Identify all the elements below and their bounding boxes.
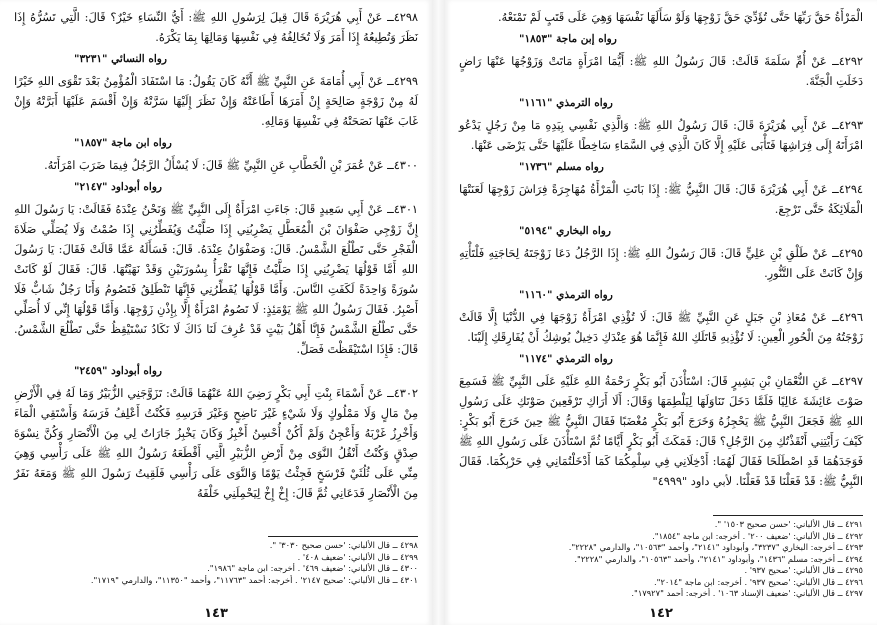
hadith-paragraph: ٤٢٩٩ــ عَنْ أَبِي أُمَامَةَ عَنِ النَّبِيِّ ﷺ أَنَّهُ كَانَ يَقُولُ: مَا اسْتَفَادَ الْمُؤْمِنُ بَعْدَ تَقْوَى اللهِ خَيْرًا لَهُ مِنْ زَوْجَةٍ صَالِحَةٍ إِنْ أَمَرَهَا أَطَاعَتْهُ وَإِنْ نَظَرَ إِلَيْهَا سَرَّتْهُ وَإِنْ أَقْسَمَ عَلَيْهَا أَبَرَّتْهُ وَإِنْ غَابَ عَنْهَا نَصَحَتْهُ فِي نَفْسِهَا وَمَالِهِ. bbox=[14, 75, 418, 128]
footnote: ٤٢٩٢ ــ قال الألباني: 'ضعيف ٢٠٠' . أخرجه: ابن ماجة "١٨٥٤". bbox=[652, 530, 863, 541]
hadith-source: رواه الترمذي "١١٧٤" bbox=[519, 353, 613, 365]
page-body bbox=[459, 8, 863, 493]
hadith-paragraph: ٤٢٩٥ــ عَنْ طَلْقِ بْنِ عَلِيٍّ قَالَ: قَالَ رَسُولُ اللهِ ﷺ: إِذَا الرَّجُلُ دَعَا زَوْجَتَهُ لِحَاجَتِهِ فَلْتَأْتِهِ وَإِنْ كَانَتْ عَلَى التَّنُّورِ. bbox=[459, 247, 863, 280]
page-body bbox=[14, 8, 418, 505]
footnote-rule bbox=[268, 536, 418, 537]
footnote-rule bbox=[713, 515, 863, 516]
footnote: ٤٢٩٣ ــ أخرجه: البخاري "٣٢٣٧"، وأبوداود "٢١٤١"، وأحمد "١٠٥٦٣"، والدارمي "٢٢٢٨". bbox=[568, 542, 863, 552]
hadith-source: رواه ابن ماجة "١٨٥٧" bbox=[74, 137, 172, 149]
hadith-paragraph: ٤٣٠١ــ عَنْ أَبِي سَعِيدٍ قَالَ: جَاءَتِ امْرَأَةٌ إِلَى النَّبِيِّ ﷺ وَنَحْنُ عِنْدَهُ فَقَالَتْ: يَا رَسُولَ اللهِ إِنَّ زَوْجِي صَفْوَانَ بْنَ الْمُعَطَّلِ يَضْرِبُنِي إِذَا صَلَّيْتُ وَيُفَطِّرُنِي إِذَا صُمْتُ وَلَا يُصَلِّي صَلَاةَ الْفَجْرِ حَتَّى تَطْلُعَ الشَّمْسُ. قَالَ: وَصَفْوَانُ عِنْدَهُ. قَالَ: فَسَأَلَهُ عَمَّا قَالَتْ فَقَالَ: يَا رَسُولَ اللهِ أَمَّا قَوْلُهَا يَضْرِبُنِي إِذَا صَلَّيْتُ فَإِنَّهَا تَقْرَأُ بِسُورَتَيْنِ وَقَدْ نَهَيْتُهَا. قَالَ: فَقَالَ لَوْ كَانَتْ سُورَةً وَاحِدَةً لَكَفَتِ النَّاسَ. وَأَمَّا قَوْلُهَا يُفَطِّرُنِي فَإِنَّهَا تَنْطَلِقُ فَتَصُومُ وَأَنَا رَجُلٌ شَابٌّ فَلَا أَصْبِرُ. فَقَالَ رَسُولُ اللهِ ﷺ يَوْمَئِذٍ: لَا تَصُومُ امْرَأَةٌ إِلَّا بِإِذْنِ زَوْجِهَا. وَأَمَّا قَوْلُهَا إِنِّي لَا أُصَلِّي حَتَّى تَطْلُعَ الشَّمْسُ فَإِنَّا أَهْلُ بَيْتٍ قَدْ عُرِفَ لَنَا ذَاكَ لَا نَكَادُ نَسْتَيْقِظُ حَتَّى تَطْلُعَ الشَّمْسُ. قَالَ: فَإِذَا اسْتَيْقَظْتَ فَصَلِّ. bbox=[14, 203, 418, 356]
hadith-source: رواه إبن ماجة "١٨٥٣" bbox=[519, 33, 617, 45]
footnote: ٤٢٩٩ ــ قال الألباني: 'ضعيف ٤٠٨' . bbox=[297, 551, 418, 562]
hadith-paragraph: ٤٣٠٠ــ عَنْ عُمَرَ بْنِ الْخَطَّابِ عَنِ النَّبِيِّ ﷺ قَالَ: لَا يُسْأَلُ الرَّجُلُ فِيمَا ضَرَبَ امْرَأَتَهُ. bbox=[44, 159, 418, 172]
hadith-source: رواه أبوداود "٢١٤٧" bbox=[74, 181, 162, 193]
page-number: ١٤٣ bbox=[204, 606, 228, 621]
footnote: ٤٢٩٤ ــ أخرجه: مسلم "١٤٣٦"، وأبوداود "٢١٤١"، وأحمد "١٠٥٦٣"، والدارمي "٢٢٢٨". bbox=[574, 553, 863, 564]
hadith-paragraph: الْمَرْأَةُ حَقَّ رَبِّهَا حَتَّى تُؤَدِّيَ حَقَّ زَوْجِهَا وَلَوْ سَأَلَهَا نَفْسَهَا وَهِيَ عَلَى قَتَبٍ لَمْ تَمْنَعْهُ. bbox=[497, 11, 863, 24]
hadith-source: رواه أبوداود "٢٤٥٩" bbox=[74, 365, 162, 377]
hadith-source: رواه النسائي "٣٢٣١" bbox=[74, 53, 167, 65]
footnotes bbox=[459, 515, 863, 600]
footnote: ٤٢٩٨ ــ قال الألباني: 'حسن صحيح ٣٠٣٠' ". bbox=[269, 540, 418, 550]
footnote: ٤٢٩٦ ــ قال الألباني: 'صحيح ٩٣٧' . أخرجه: ابن ماجة "٢٠١٤". bbox=[653, 576, 863, 587]
page-right bbox=[445, 0, 877, 625]
hadith-paragraph: ٤٢٩٤ــ عَنْ أَبِي هُرَيْرَةَ قَالَ: قَالَ النَّبِيُّ ﷺ: إِذَا بَاتَتِ الْمَرْأَةُ مُهَاجِرَةً فِرَاشَ زَوْجِهَا لَعَنَتْهَا الْمَلَائِكَةُ حَتَّى تَرْجِعَ. bbox=[459, 183, 863, 216]
hadith-paragraph: ٤٣٠٢ــ عَنْ أَسْمَاءَ بِنْتِ أَبِي بَكْرٍ رَضِيَ اللهُ عَنْهُمَا قَالَتْ: تَزَوَّجَنِي الزُّبَيْرُ وَمَا لَهُ فِي الْأَرْضِ مِنْ مَالٍ وَلَا مَمْلُوكٍ وَلَا شَيْءٍ غَيْرَ نَاضِحٍ وَغَيْرَ فَرَسِهِ فَكُنْتُ أَعْلِفُ فَرَسَهُ وَأَسْتَقِي الْمَاءَ وَأَخْرِزُ غَرْبَهُ وَأَعْجِنُ وَلَمْ أَكُنْ أُحْسِنُ أَخْبِزُ وَكَانَ يَخْبِزُ جَارَاتٌ لِي مِنَ الْأَنْصَارِ وَكُنَّ نِسْوَةَ صِدْقٍ وَكُنْتُ أَنْقُلُ النَّوَى مِنْ أَرْضِ الزُّبَيْرِ الَّتِي أَقْطَعَهُ رَسُولُ اللهِ ﷺ عَلَى رَأْسِي وَهِيَ مِنِّي عَلَى ثُلُثَيْ فَرْسَخٍ فَجِئْتُ يَوْمًا وَالنَّوَى عَلَى رَأْسِي فَلَقِيتُ رَسُولَ اللهِ ﷺ وَمَعَهُ نَفَرٌ مِنَ الْأَنْصَارِ فَدَعَانِي ثُمَّ قَالَ: إِخْ إِخْ لِيَحْمِلَنِي خَلْفَهُ bbox=[14, 387, 418, 500]
footnote: ٤٢٩٥ ــ قال الألباني: 'صحيح ٩٣٧' . bbox=[744, 565, 863, 575]
page-left bbox=[0, 0, 432, 625]
footnote: ٤٣٠٠ ــ قال الألباني: 'ضعيف ٤٦٩' . أخرجه: ابن ماجة "١٩٨٦". bbox=[207, 563, 418, 573]
hadith-source: رواه الترمذي "١١٦٠" bbox=[519, 289, 613, 301]
footnote: ٤٢٩٧ ــ قال الألباني: 'ضعيف الإسناد ١٠٦٣' . أخرجه: أحمد "١٧٩٢٧". bbox=[631, 588, 863, 598]
hadith-source: رواه الترمذي "١١٦١" bbox=[519, 97, 613, 109]
hadith-paragraph: ٤٢٩٢ــ عَنْ أُمِّ سَلَمَةَ قَالَتْ: قَالَ رَسُولُ اللهِ ﷺ: أَيُّمَا امْرَأَةٍ مَاتَتْ وَزَوْجُهَا عَنْهَا رَاضٍ دَخَلَتِ الْجَنَّةَ. bbox=[459, 55, 863, 88]
hadith-source: رواه البخاري "٥١٩٤" bbox=[519, 225, 611, 237]
hadith-source: رواه مسلم "١٧٣٦" bbox=[519, 161, 604, 173]
footnote: ٤٢٩١ ــ قال الألباني: 'حسن صحيح ١٥٠٣' ". bbox=[714, 519, 863, 529]
footnotes bbox=[14, 536, 418, 586]
hadith-paragraph: ٤٢٩٣ــ عَنْ أَبِي هُرَيْرَةَ قَالَ: قَالَ رَسُولُ اللهِ ﷺ: وَالَّذِي نَفْسِي بِيَدِهِ مَا مِنْ رَجُلٍ يَدْعُو امْرَأَتَهُ إِلَى فِرَاشِهَا فَتَأْبَى عَلَيْهِ إِلَّا كَانَ الَّذِي فِي السَّمَاءِ سَاخِطًا عَلَيْهَا حَتَّى يَرْضَى عَنْهَا. bbox=[459, 119, 863, 152]
hadith-paragraph: ٤٢٩٨ــ عَنْ أَبِي هُرَيْرَةَ قَالَ قِيلَ لِرَسُولِ اللهِ ﷺ: أَيُّ النِّسَاءِ خَيْرٌ؟ قَالَ: الَّتِي تَسُرُّهُ إِذَا نَظَرَ وَتُطِيعُهُ إِذَا أَمَرَ وَلَا تُخَالِفُهُ فِي نَفْسِهَا وَمَالِهَا بِمَا يَكْرَهُ. bbox=[14, 11, 418, 44]
page-number: ١٤٢ bbox=[649, 606, 673, 621]
hadith-paragraph: ٤٢٩٦ــ عَنْ مُعَاذِ بْنِ جَبَلٍ عَنِ النَّبِيِّ ﷺ قَالَ: لَا تُؤْذِي امْرَأَةٌ زَوْجَهَا فِي الدُّنْيَا إِلَّا قَالَتْ زَوْجَتُهُ مِنَ الْحُورِ الْعِينِ: لَا تُؤْذِيهِ قَاتَلَكِ اللهُ فَإِنَّمَا هُوَ عِنْدَكِ دَخِيلٌ يُوشِكُ أَنْ يُفَارِقَكِ إِلَيْنَا. bbox=[459, 311, 863, 344]
book-gutter bbox=[432, 0, 445, 625]
footnote: ٤٣٠١ ــ قال الألباني: 'صحيح ٢١٤٧' . أخرجه: أحمد "١١٧٦٣"، وأحمد "١١٣٥٠"، والدارمي "١٧١٩". bbox=[90, 574, 418, 585]
hadith-paragraph: ٤٢٩٧ــ عَنِ النُّعْمَانِ بْنِ بَشِيرٍ قَالَ: اسْتَأْذَنَ أَبُو بَكْرٍ رَحْمَةُ اللهِ عَلَيْهِ عَلَى النَّبِيِّ ﷺ فَسَمِعَ صَوْتَ عَائِشَةَ عَالِيًا فَلَمَّا دَخَلَ تَنَاوَلَهَا لِيَلْطِمَهَا وَقَالَ: أَلَا أَرَاكِ تَرْفَعِينَ صَوْتَكِ عَلَى رَسُولِ اللهِ ﷺ فَجَعَلَ النَّبِيُّ ﷺ يَحْجِزُهُ وَخَرَجَ أَبُو بَكْرٍ مُغْضَبًا فَقَالَ النَّبِيُّ ﷺ حِينَ خَرَجَ أَبُو بَكْرٍ: كَيْفَ رَأَيْتِنِي أَنْقَذْتُكِ مِنَ الرَّجُلِ؟ قَالَ: فَمَكَثَ أَبُو بَكْرٍ أَيَّامًا ثُمَّ اسْتَأْذَنَ عَلَى رَسُولِ اللهِ ﷺ فَوَجَدَهُمَا قَدِ اصْطَلَحَا فَقَالَ لَهُمَا: أَدْخِلَانِي فِي سِلْمِكُمَا كَمَا أَدْخَلْتُمَانِي فِي حَرْبِكُمَا. فَقَالَ النَّبِيُّ ﷺ: قَدْ فَعَلْنَا قَدْ فَعَلْنَا. لأبي داود "٤٩٩٩" bbox=[459, 375, 863, 488]
